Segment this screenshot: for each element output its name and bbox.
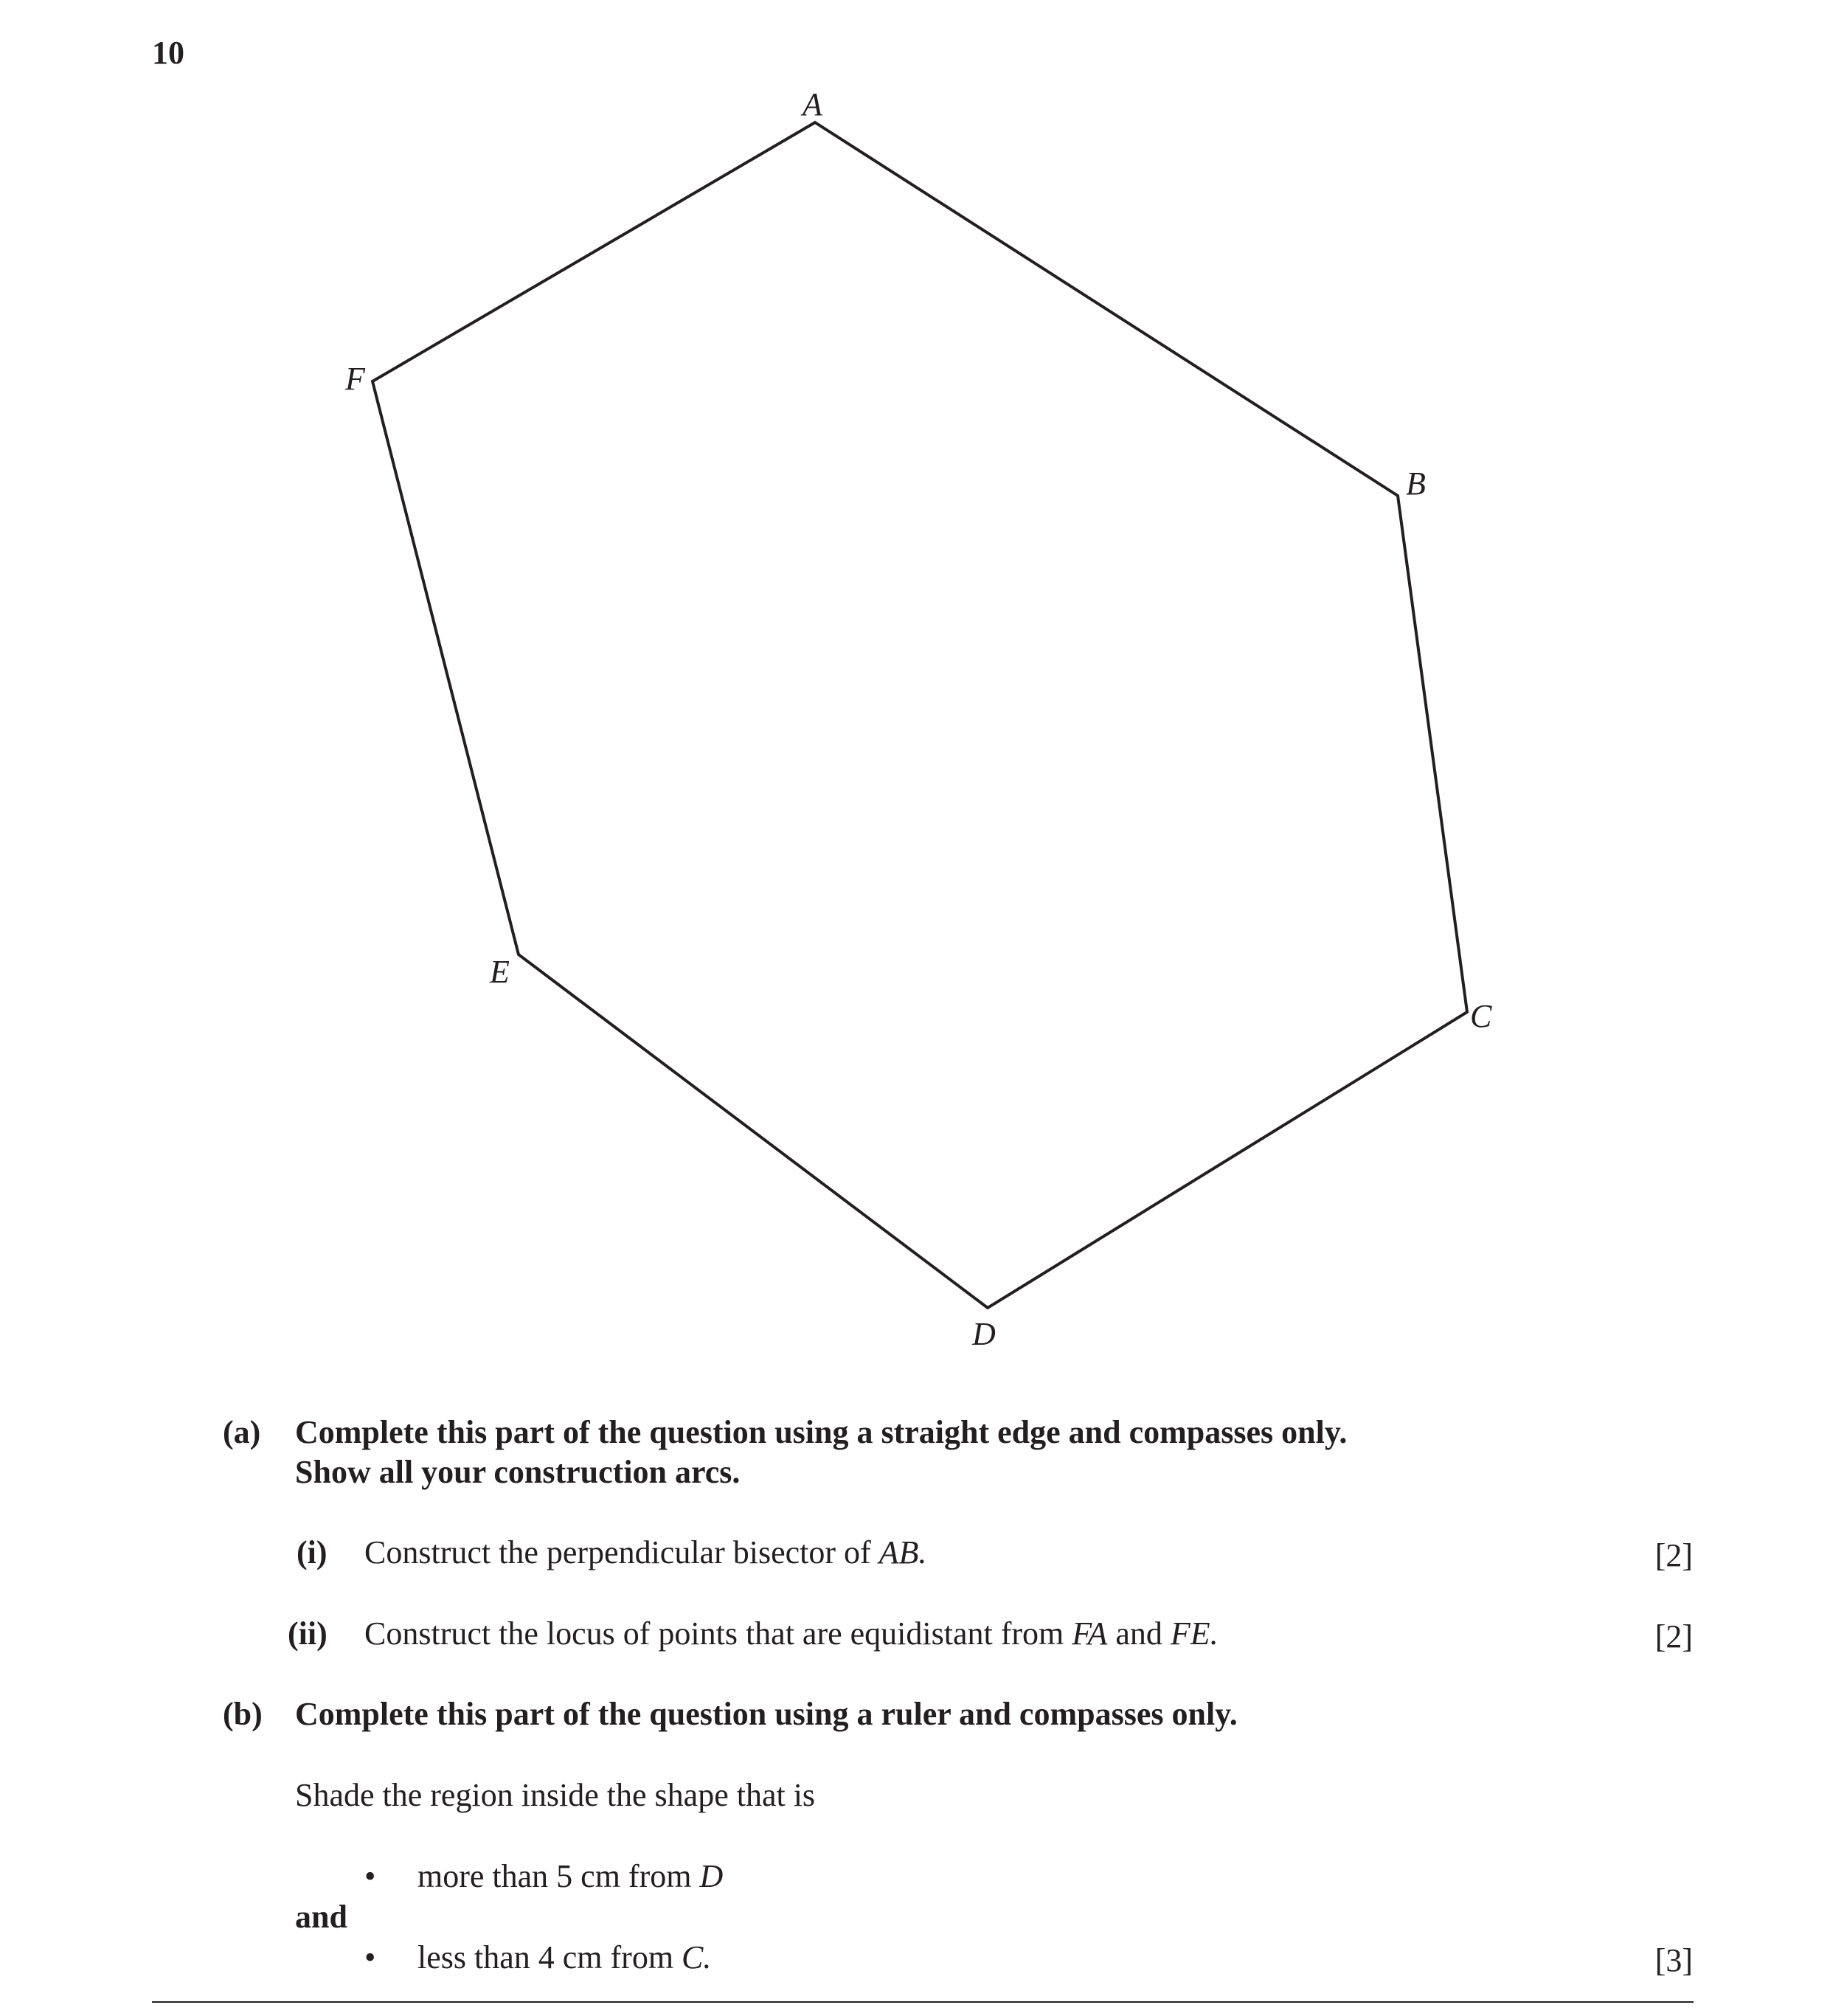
vertex-label-c: C xyxy=(1470,998,1492,1034)
part-a-ii-label: (ii) xyxy=(288,1615,327,1652)
part-a-ii-math-fe: FE. xyxy=(1170,1615,1219,1652)
vertex-label-e: E xyxy=(490,954,510,990)
vertex-label-a: A xyxy=(803,86,822,122)
part-b-bullet2 xyxy=(417,1941,711,1974)
part-b-marks: [3] xyxy=(1654,1942,1693,1978)
part-b-instruction: Complete this part of the question using a ruler and compasses only. xyxy=(295,1696,1238,1732)
part-a-instruction-line1: Complete this part of the question using a straight edge and compasses only. xyxy=(295,1414,1348,1450)
part-b-label: (b) xyxy=(223,1696,263,1732)
part-a-label: (a) xyxy=(223,1414,261,1450)
part-b-connector: and xyxy=(295,1899,347,1935)
part-a-ii-text-mid: and xyxy=(1107,1615,1171,1652)
page-bottom-rule xyxy=(152,2001,1694,2003)
part-b-bullet1 xyxy=(417,1860,723,1893)
part-b-lead: Shade the region inside the shape that is xyxy=(295,1777,816,1813)
part-a-i-question xyxy=(364,1534,927,1570)
part-a-i-math: AB. xyxy=(878,1534,927,1570)
part-a-ii-text-before: Construct the locus of points that are equidistant from xyxy=(364,1615,1072,1652)
part-b-bullet1-math: D xyxy=(699,1858,724,1894)
part-a-i-label: (i) xyxy=(297,1534,327,1570)
part-a-ii-question xyxy=(364,1615,1219,1652)
hexagon-abcdef xyxy=(372,122,1467,1308)
part-b-bullet2-text: less than 4 cm from xyxy=(417,1939,682,1975)
part-a-i-text: Construct the perpendicular bisector of xyxy=(364,1534,879,1570)
vertex-label-b: B xyxy=(1406,465,1426,502)
vertex-label-f: F xyxy=(345,361,365,397)
question-number: 10 xyxy=(152,35,184,71)
part-b-bullet2-math: C. xyxy=(682,1939,712,1975)
part-a-instruction-line2: Show all your construction arcs. xyxy=(295,1454,741,1490)
part-a-ii-math-fa: FA xyxy=(1072,1615,1108,1652)
part-b-bullet1-marker: • xyxy=(364,1858,376,1894)
part-b-bullet2-marker: • xyxy=(364,1939,376,1975)
part-a-ii-marks: [2] xyxy=(1654,1618,1693,1655)
part-a-i-marks: [2] xyxy=(1654,1537,1693,1573)
part-b-bullet1-text: more than 5 cm from xyxy=(417,1858,700,1894)
vertex-label-d: D xyxy=(972,1316,996,1352)
